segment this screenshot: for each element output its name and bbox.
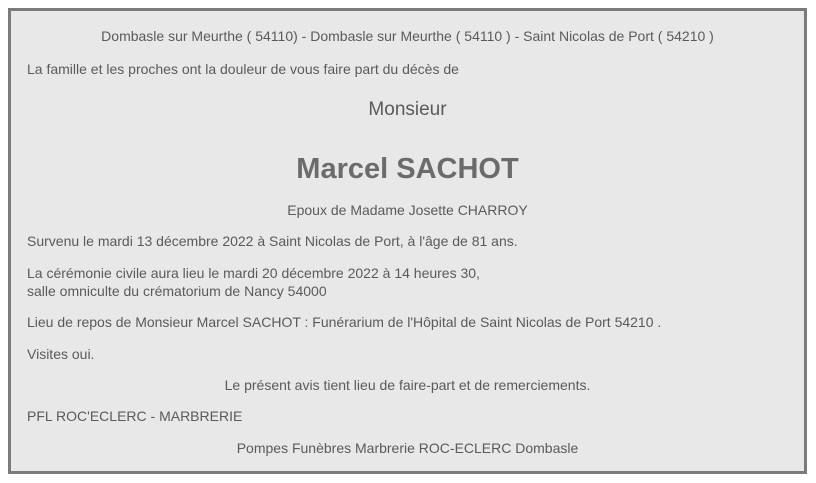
ceremony-line-1: La cérémonie civile aura lieu le mardi 20 décembre 2022 à 14 heures 30,: [27, 265, 480, 281]
death-info: Survenu le mardi 13 décembre 2022 à Saint Nicolas de Port, à l'âge de 81 ans.: [27, 233, 518, 249]
deceased-name: Marcel SACHOT: [296, 153, 519, 185]
ceremony-line-2: salle omniculte du crématorium de Nancy 54000: [27, 283, 327, 299]
funeral-company-full: Pompes Funèbres Marbrerie ROC-ECLERC Dombasle: [236, 440, 579, 456]
thanks-text: Le présent avis tient lieu de faire-part et de remerciements.: [224, 377, 591, 393]
funeral-company: PFL ROC'ECLERC - MARBRERIE: [27, 408, 243, 424]
location-line: Dombasle sur Meurthe ( 54110) - Dombasle sur Meurthe ( 54110 ) - Saint Nicolas de Port ( 54210 ): [101, 28, 714, 44]
resting-place: Lieu de repos de Monsieur Marcel SACHOT : Funérarium de l'Hôpital de Saint Nicolas de Port 54210 .: [27, 314, 662, 330]
visits-info: Visites oui.: [27, 346, 95, 362]
intro-text: La famille et les proches ont la douleur de vous faire part du décès de: [27, 61, 459, 77]
spouse-info: Epoux de Madame Josette CHARROY: [287, 202, 528, 218]
civility: Monsieur: [368, 99, 447, 120]
obituary-notice: [8, 8, 807, 474]
